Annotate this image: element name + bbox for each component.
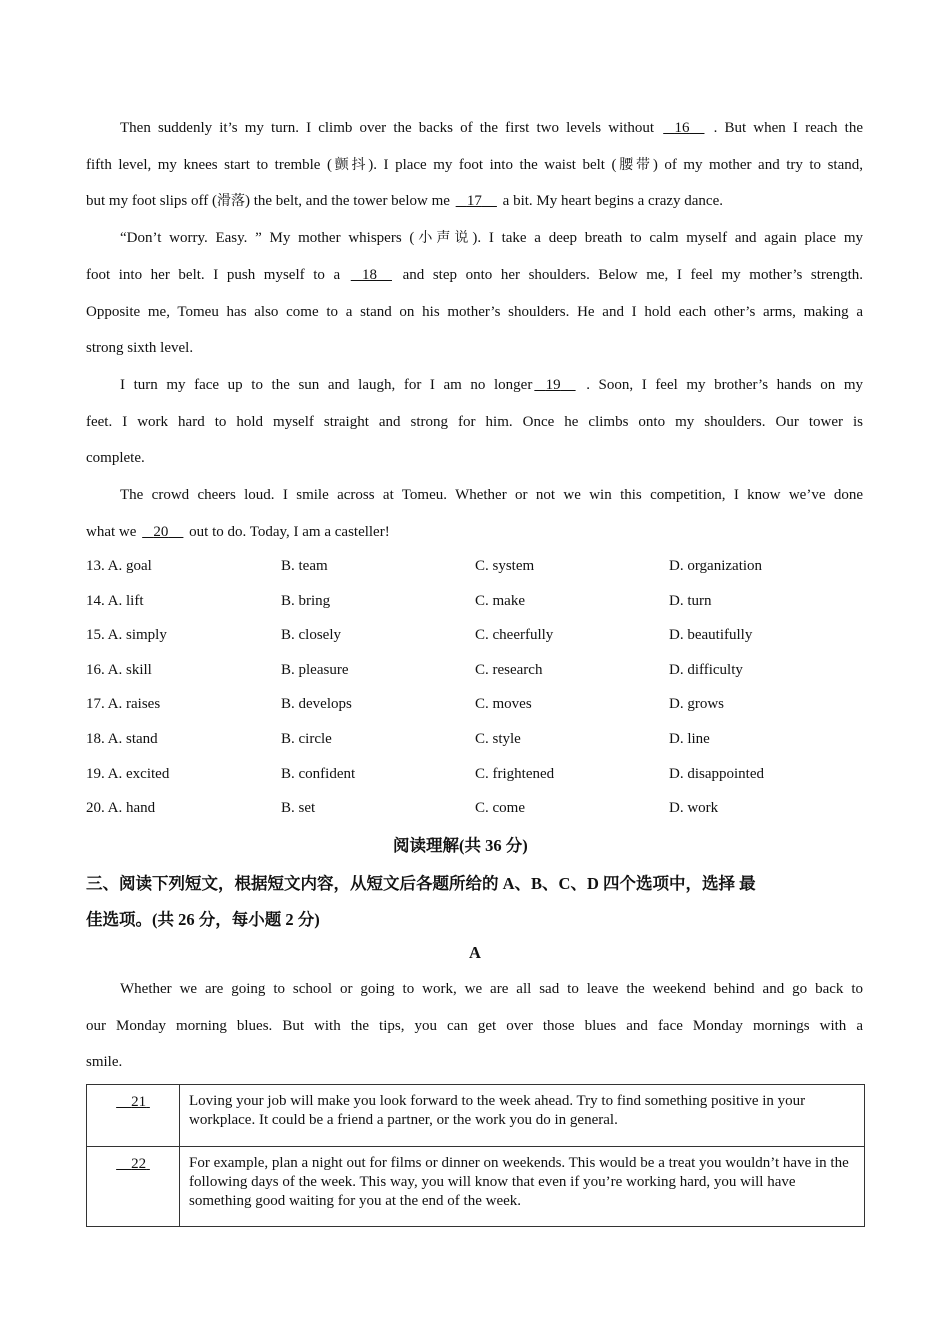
tip-text: Loving your job will make you look forward to the week ahead. Try to find something positive in your workplace. It could be a friend a partner, or the work you do in general. [180,1085,865,1147]
option-c: C. cheerfully [475,627,554,644]
option-a: 17. A. raises [86,696,161,713]
text-line: strong sixth level. [86,340,194,357]
option-c: C. system [475,558,535,574]
option-a: 13. A. goal [86,558,152,574]
option-a: 20. A. hand [86,800,156,817]
text-line: smile. [86,1054,123,1071]
text-line: The crowd cheers loud. I smile across at Tomeu. Whether or not we win this competition, I know we’ve done [120,487,863,503]
option-d: D. line [669,731,710,747]
blank-18[interactable]: 18 [361,266,377,283]
option-b: B. circle [281,731,332,747]
text-line: Then suddenly it’s my turn. I climb over the backs of the first two levels without 16 . But when I reach the [120,120,864,136]
text-line: Whether we are going to school or going to work, we are all sad to leave the weekend behind and go back to [120,981,863,997]
option-a: 18. A. stand [86,731,158,747]
section-label: A [469,943,481,962]
blank-17[interactable]: 17 [466,193,482,210]
table-row [87,1085,865,1147]
blank-16[interactable]: 16 [674,120,690,136]
option-b: B. confident [281,765,356,782]
chinese-gloss: 腰带 [616,156,653,173]
blank-21[interactable]: 21 [131,1094,147,1110]
chinese-gloss: 小声说 [414,230,473,247]
option-c: C. come [475,800,525,817]
instruction-line-1: 三、阅读下列短文，根据短文内容，从短文后各题所给的 A、B、C、D 四个选项中，选择 最 [86,874,756,893]
option-a: 19. A. excited [86,765,170,782]
option-b: B. bring [281,592,331,609]
option-c: C. frightened [475,765,555,782]
tips-table [86,1084,865,1227]
text-line: I turn my face up to the sun and laugh, for I am no longer 19 . Soon, I feel my brother’s hands on my [120,376,863,393]
option-b: B. develops [281,696,352,713]
text-line: Opposite me, Tomeu has also come to a stand on his mother’s shoulders. He and I hold each other’s arms, making a [86,303,863,320]
chinese-gloss: 滑落 [216,193,245,210]
option-d: D. difficulty [669,661,743,678]
option-d: D. disappointed [669,765,764,782]
option-a: 15. A. simply [86,627,167,644]
option-b: B. pleasure [281,661,349,678]
blank-20[interactable]: 20 [153,523,169,540]
option-b: B. closely [281,627,341,644]
option-c: C. style [475,731,521,747]
blank-22[interactable]: 22 [131,1156,147,1172]
instruction-line-2: 佳选项。(共 26 分，每小题 2 分) [86,910,320,929]
option-d: D. grows [669,696,724,713]
text-line: foot into her belt. I push myself to a 18 and step onto her shoulders. Below me, I feel my mother’s strength. [86,266,863,283]
text-line: complete. [86,450,145,467]
text-line: what we 20 out to do. Today, I am a casteller! [86,523,390,540]
option-d: D. turn [669,592,712,609]
option-d: D. work [669,800,719,817]
option-d: D. organization [669,558,763,574]
option-c: C. research [475,661,543,678]
option-a: 14. A. lift [86,592,144,609]
option-a: 16. A. skill [86,661,152,678]
blank-19[interactable]: 19 [545,376,561,393]
option-b: B. team [281,558,328,574]
text-line: “Don’t worry. Easy. ” My mother whispers (小声说). I take a deep breath to calm myself and again place my [120,230,863,247]
table-row [87,1147,865,1227]
option-d: D. beautifully [669,627,753,644]
reading-title: 阅读理解(共 36 分) [393,836,528,855]
chinese-gloss: 颤抖 [331,156,369,173]
option-b: B. set [281,800,316,817]
tip-text: For example, plan a night out for films or dinner on weekends. This would be a treat you wouldn’t have in the following days of the week. This way, you will know that even if you’re working hard, you will have something good waiting for you at the end of the week. [180,1147,865,1227]
text-line: our Monday morning blues. But with the tips, you can get over those blues and face Monday mornings with a [86,1017,863,1034]
option-c: C. make [475,592,525,609]
text-line: but my foot slips off (滑落) the belt, and the tower below me 17 a bit. My heart begins a crazy dance. [86,193,723,210]
text-line: feet. I work hard to hold myself straight and strong for him. Once he climbs onto my shoulders. Our tower is [86,413,863,430]
text-line: fifth level, my knees start to tremble (颤抖). I place my foot into the waist belt (腰带) of my mother and try to stand, [86,156,863,173]
option-c: C. moves [475,696,532,713]
